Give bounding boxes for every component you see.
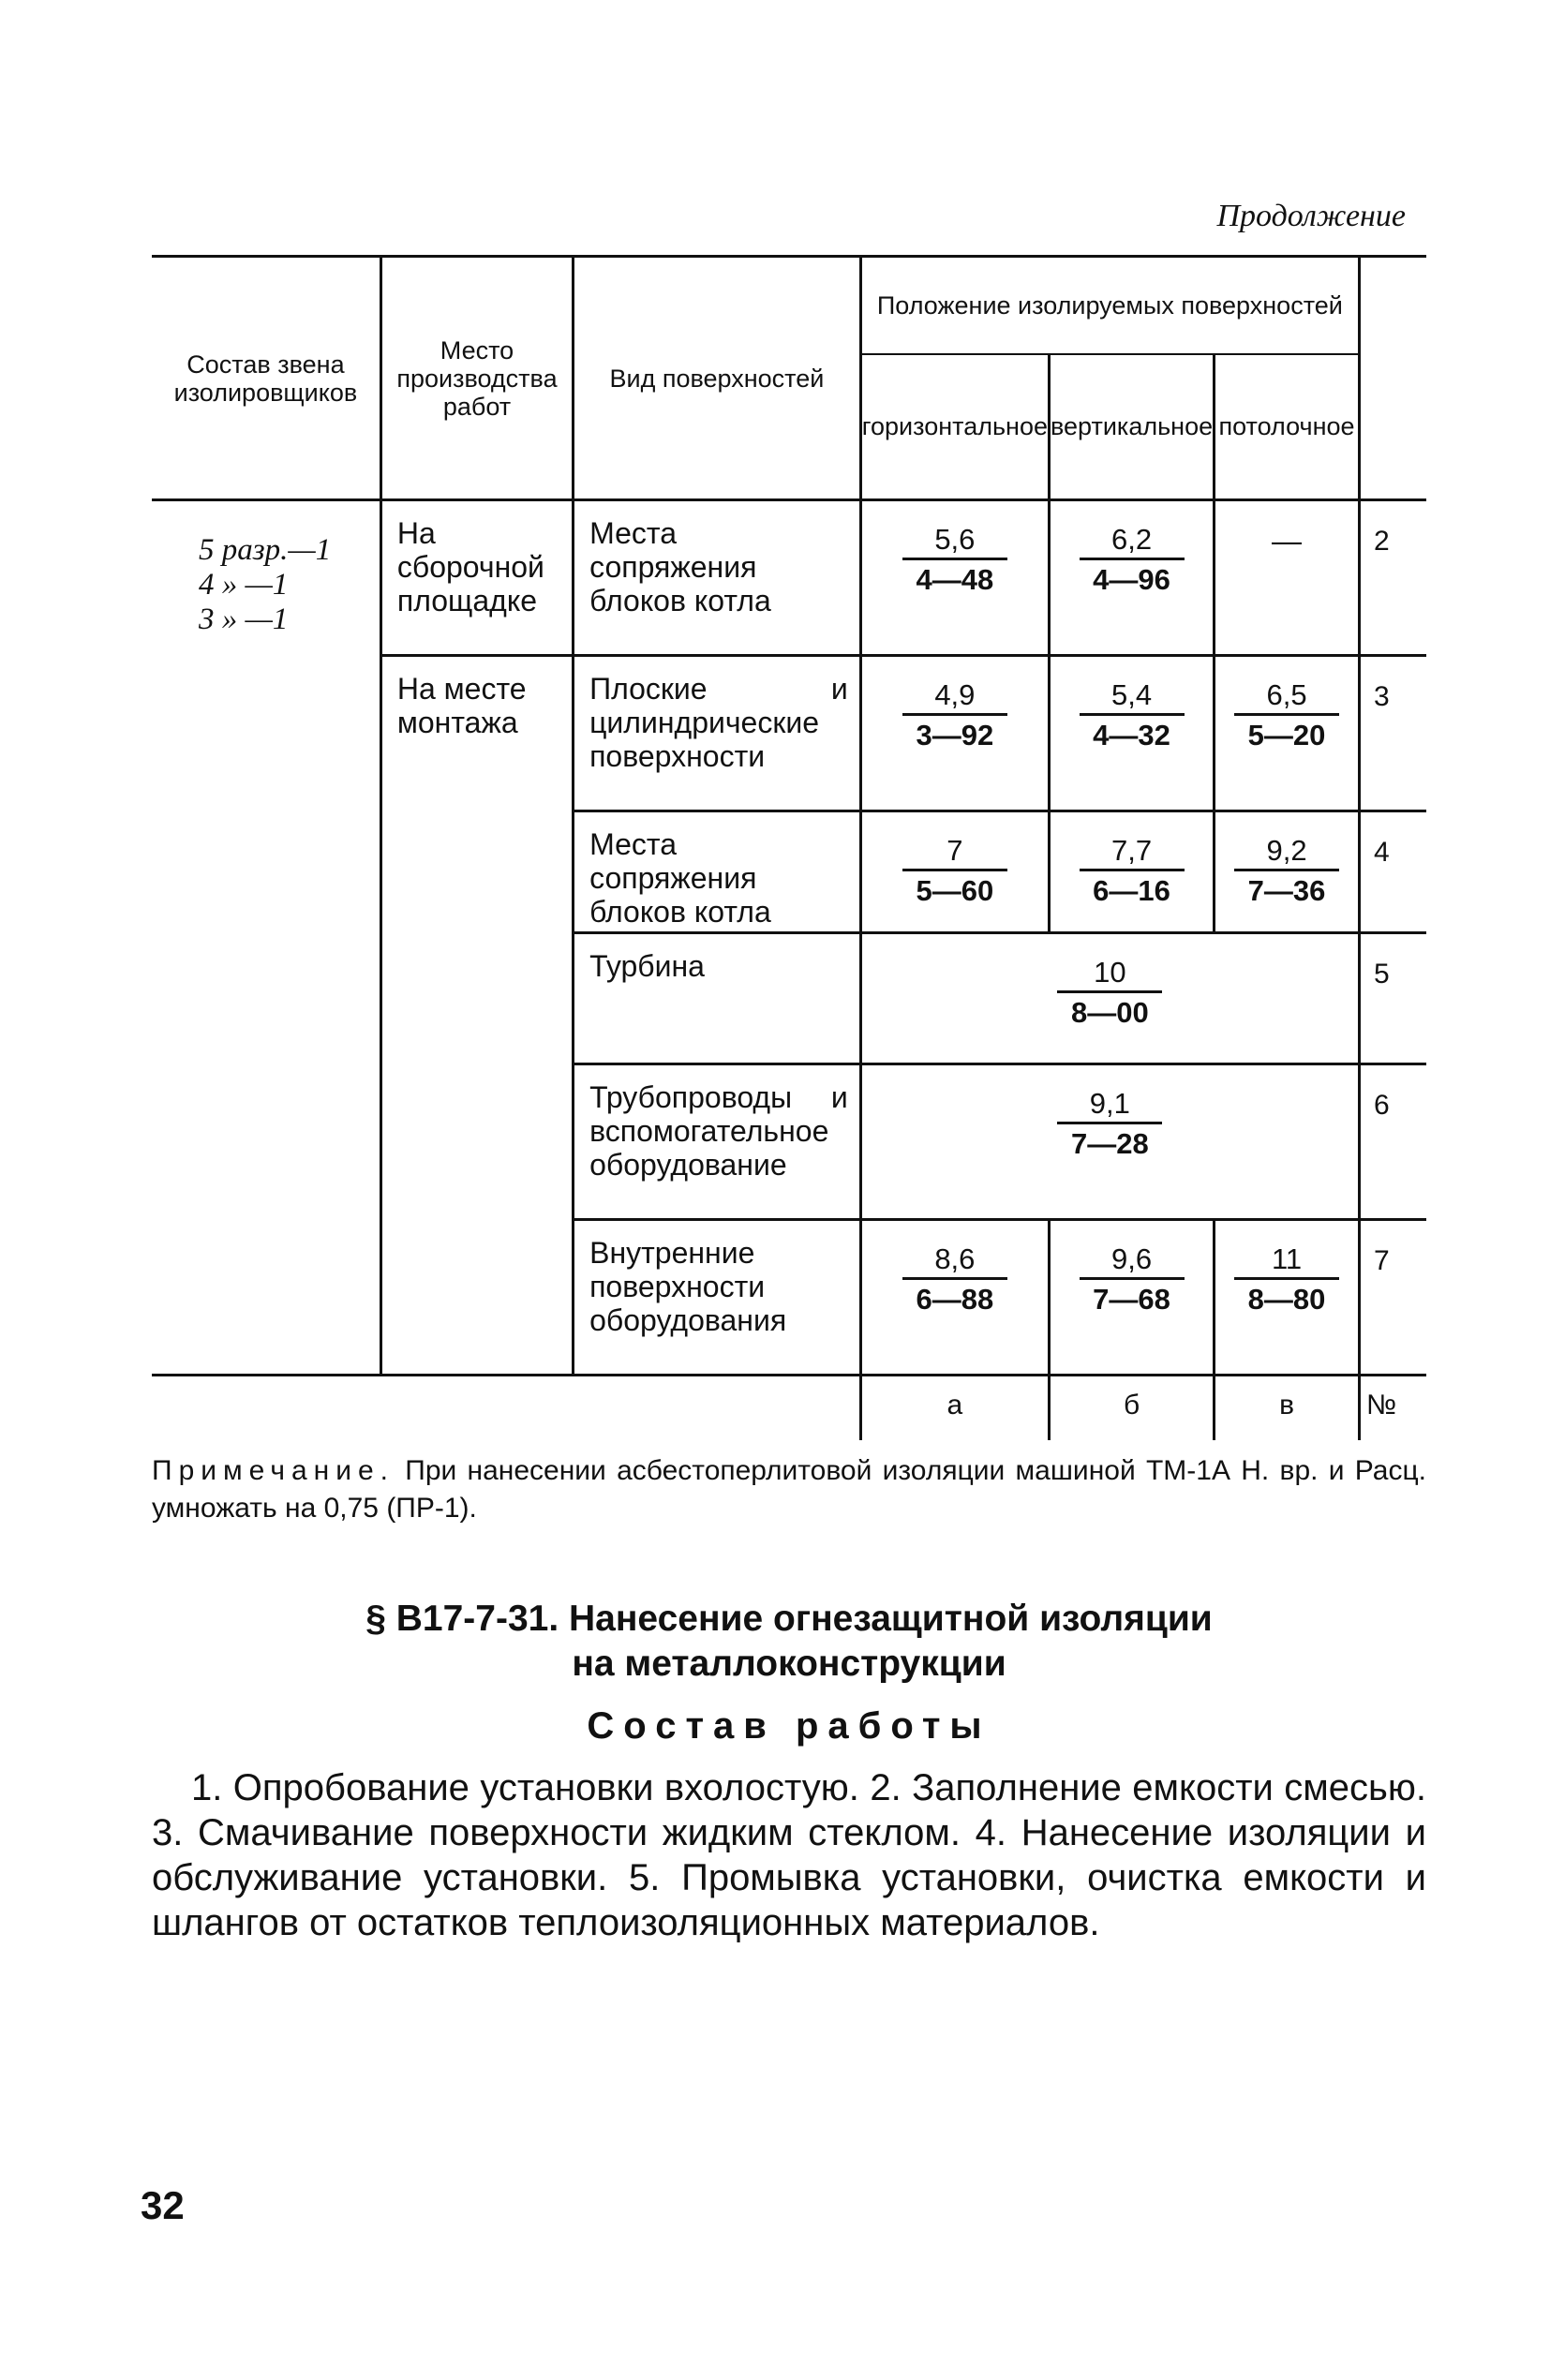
row-number: 5 bbox=[1359, 933, 1426, 1064]
surface-cell: Места сопряжения блоков котла bbox=[574, 811, 861, 933]
table-note bbox=[152, 1452, 1426, 1527]
value-vertical bbox=[1049, 1220, 1214, 1376]
column-id-c: в bbox=[1215, 1376, 1360, 1441]
value-ceiling bbox=[1215, 811, 1360, 933]
norm-time: 6,2 bbox=[1080, 524, 1185, 560]
section-title bbox=[152, 1597, 1426, 1687]
value-vertical bbox=[1049, 656, 1214, 811]
value-horizontal bbox=[860, 811, 1049, 933]
crew-line: 5 разр.—1 bbox=[199, 533, 332, 567]
header-horizontal: горизонтальное bbox=[860, 354, 1049, 500]
value-horizontal bbox=[860, 500, 1049, 656]
section-title-line2: на металлоконструкции bbox=[572, 1644, 1006, 1684]
note-text: При нанесении асбестоперлитовой изоляции машиной ТМ-1А Н. вр. и Расц. умножать на 0,75 (ПР-1). bbox=[152, 1455, 1426, 1524]
rate: 7—28 bbox=[1070, 1127, 1149, 1160]
row-number: 2 bbox=[1359, 500, 1426, 656]
colid-blank bbox=[574, 1376, 861, 1441]
row-number: 7 bbox=[1359, 1220, 1426, 1376]
value-ceiling: — bbox=[1215, 500, 1360, 656]
place-installation: На месте монтажа bbox=[380, 656, 573, 1376]
header-vertical: вертикальное bbox=[1049, 354, 1214, 500]
header-surface-type: Вид поверхностей bbox=[574, 257, 861, 500]
column-id-number: № bbox=[1359, 1376, 1426, 1441]
rate: 8—00 bbox=[1070, 996, 1149, 1029]
column-id-a: а bbox=[860, 1376, 1049, 1441]
rate: 5—60 bbox=[916, 874, 994, 907]
surface-cell: Плоские и цилиндрические поверхности bbox=[574, 656, 861, 811]
value-vertical bbox=[1049, 811, 1214, 933]
norm-time: 10 bbox=[1057, 957, 1162, 993]
norms-table bbox=[152, 255, 1426, 1440]
value-ceiling bbox=[1215, 1220, 1360, 1376]
continuation-label: Продолжение bbox=[1216, 199, 1406, 233]
rate: 6—88 bbox=[916, 1283, 994, 1316]
value-horizontal bbox=[860, 1220, 1049, 1376]
value-all-positions bbox=[860, 933, 1359, 1064]
norm-time: 5,6 bbox=[902, 524, 1007, 560]
note-label: Примечание. bbox=[152, 1455, 395, 1486]
rate: 4—48 bbox=[916, 563, 994, 596]
rate: 5—20 bbox=[1247, 719, 1326, 751]
column-id-b: б bbox=[1049, 1376, 1214, 1441]
surface-cell: Внутренние поверхности оборудования bbox=[574, 1220, 861, 1376]
header-ceiling: потолочное bbox=[1215, 354, 1360, 500]
norm-time: 7 bbox=[902, 835, 1007, 871]
surface-cell: Места сопряжения блоков котла bbox=[574, 500, 861, 656]
norm-time: 6,5 bbox=[1234, 679, 1339, 716]
value-all-positions bbox=[860, 1064, 1359, 1220]
norm-time: 11 bbox=[1234, 1243, 1339, 1280]
rate: 4—96 bbox=[1093, 563, 1170, 596]
norm-time: 4,9 bbox=[902, 679, 1007, 716]
rate: 3—92 bbox=[916, 719, 994, 751]
section-subtitle: Состав работы bbox=[587, 1705, 991, 1747]
header-number-blank bbox=[1359, 257, 1426, 500]
rate: 7—36 bbox=[1247, 874, 1326, 907]
row-number: 4 bbox=[1359, 811, 1426, 933]
norm-time: 8,6 bbox=[902, 1243, 1007, 1280]
crew-line: 3 » —1 bbox=[199, 602, 289, 636]
norm-time: 7,7 bbox=[1080, 835, 1185, 871]
rate: 4—32 bbox=[1093, 719, 1170, 751]
colid-blank bbox=[380, 1376, 573, 1441]
crew-line: 4 » —1 bbox=[199, 568, 289, 602]
rate: 6—16 bbox=[1093, 874, 1170, 907]
section-body: 1. Опробование установки вхолостую. 2. Заполнение емкости смесью. 3. Смачивание поверхности жидким стеклом. 4. Нанесение изоляции и обслуживание установки. 5. Промывка установки, очистка емкости и шлангов от остатков теплоизоляционных материалов. bbox=[152, 1767, 1426, 1943]
norm-time: 9,6 bbox=[1080, 1243, 1185, 1280]
norm-time: 9,2 bbox=[1234, 835, 1339, 871]
rate: 8—80 bbox=[1247, 1283, 1326, 1316]
value-horizontal bbox=[860, 656, 1049, 811]
surface-cell: Трубопроводы и вспомогательное оборудование bbox=[574, 1064, 861, 1220]
value-vertical bbox=[1049, 500, 1214, 656]
section-title-line1: § В17-7-31. Нанесение огнезащитной изоляции bbox=[365, 1599, 1213, 1639]
colid-blank bbox=[152, 1376, 380, 1441]
surface-cell: Турбина bbox=[574, 933, 861, 1064]
rate: 7—68 bbox=[1093, 1283, 1170, 1316]
value-ceiling bbox=[1215, 656, 1360, 811]
norm-time: 9,1 bbox=[1057, 1088, 1162, 1124]
header-place: Место производства работ bbox=[380, 257, 573, 500]
page-number: 32 bbox=[141, 2183, 185, 2227]
place-assembly: На сборочной площадке bbox=[380, 500, 573, 656]
norm-time: 5,4 bbox=[1080, 679, 1185, 716]
row-number: 3 bbox=[1359, 656, 1426, 811]
header-crew: Состав звена изолировщиков bbox=[152, 257, 380, 500]
row-number: 6 bbox=[1359, 1064, 1426, 1220]
crew-cell bbox=[152, 500, 380, 1376]
header-position-group: Положение изолируемых поверхностей bbox=[860, 257, 1359, 354]
